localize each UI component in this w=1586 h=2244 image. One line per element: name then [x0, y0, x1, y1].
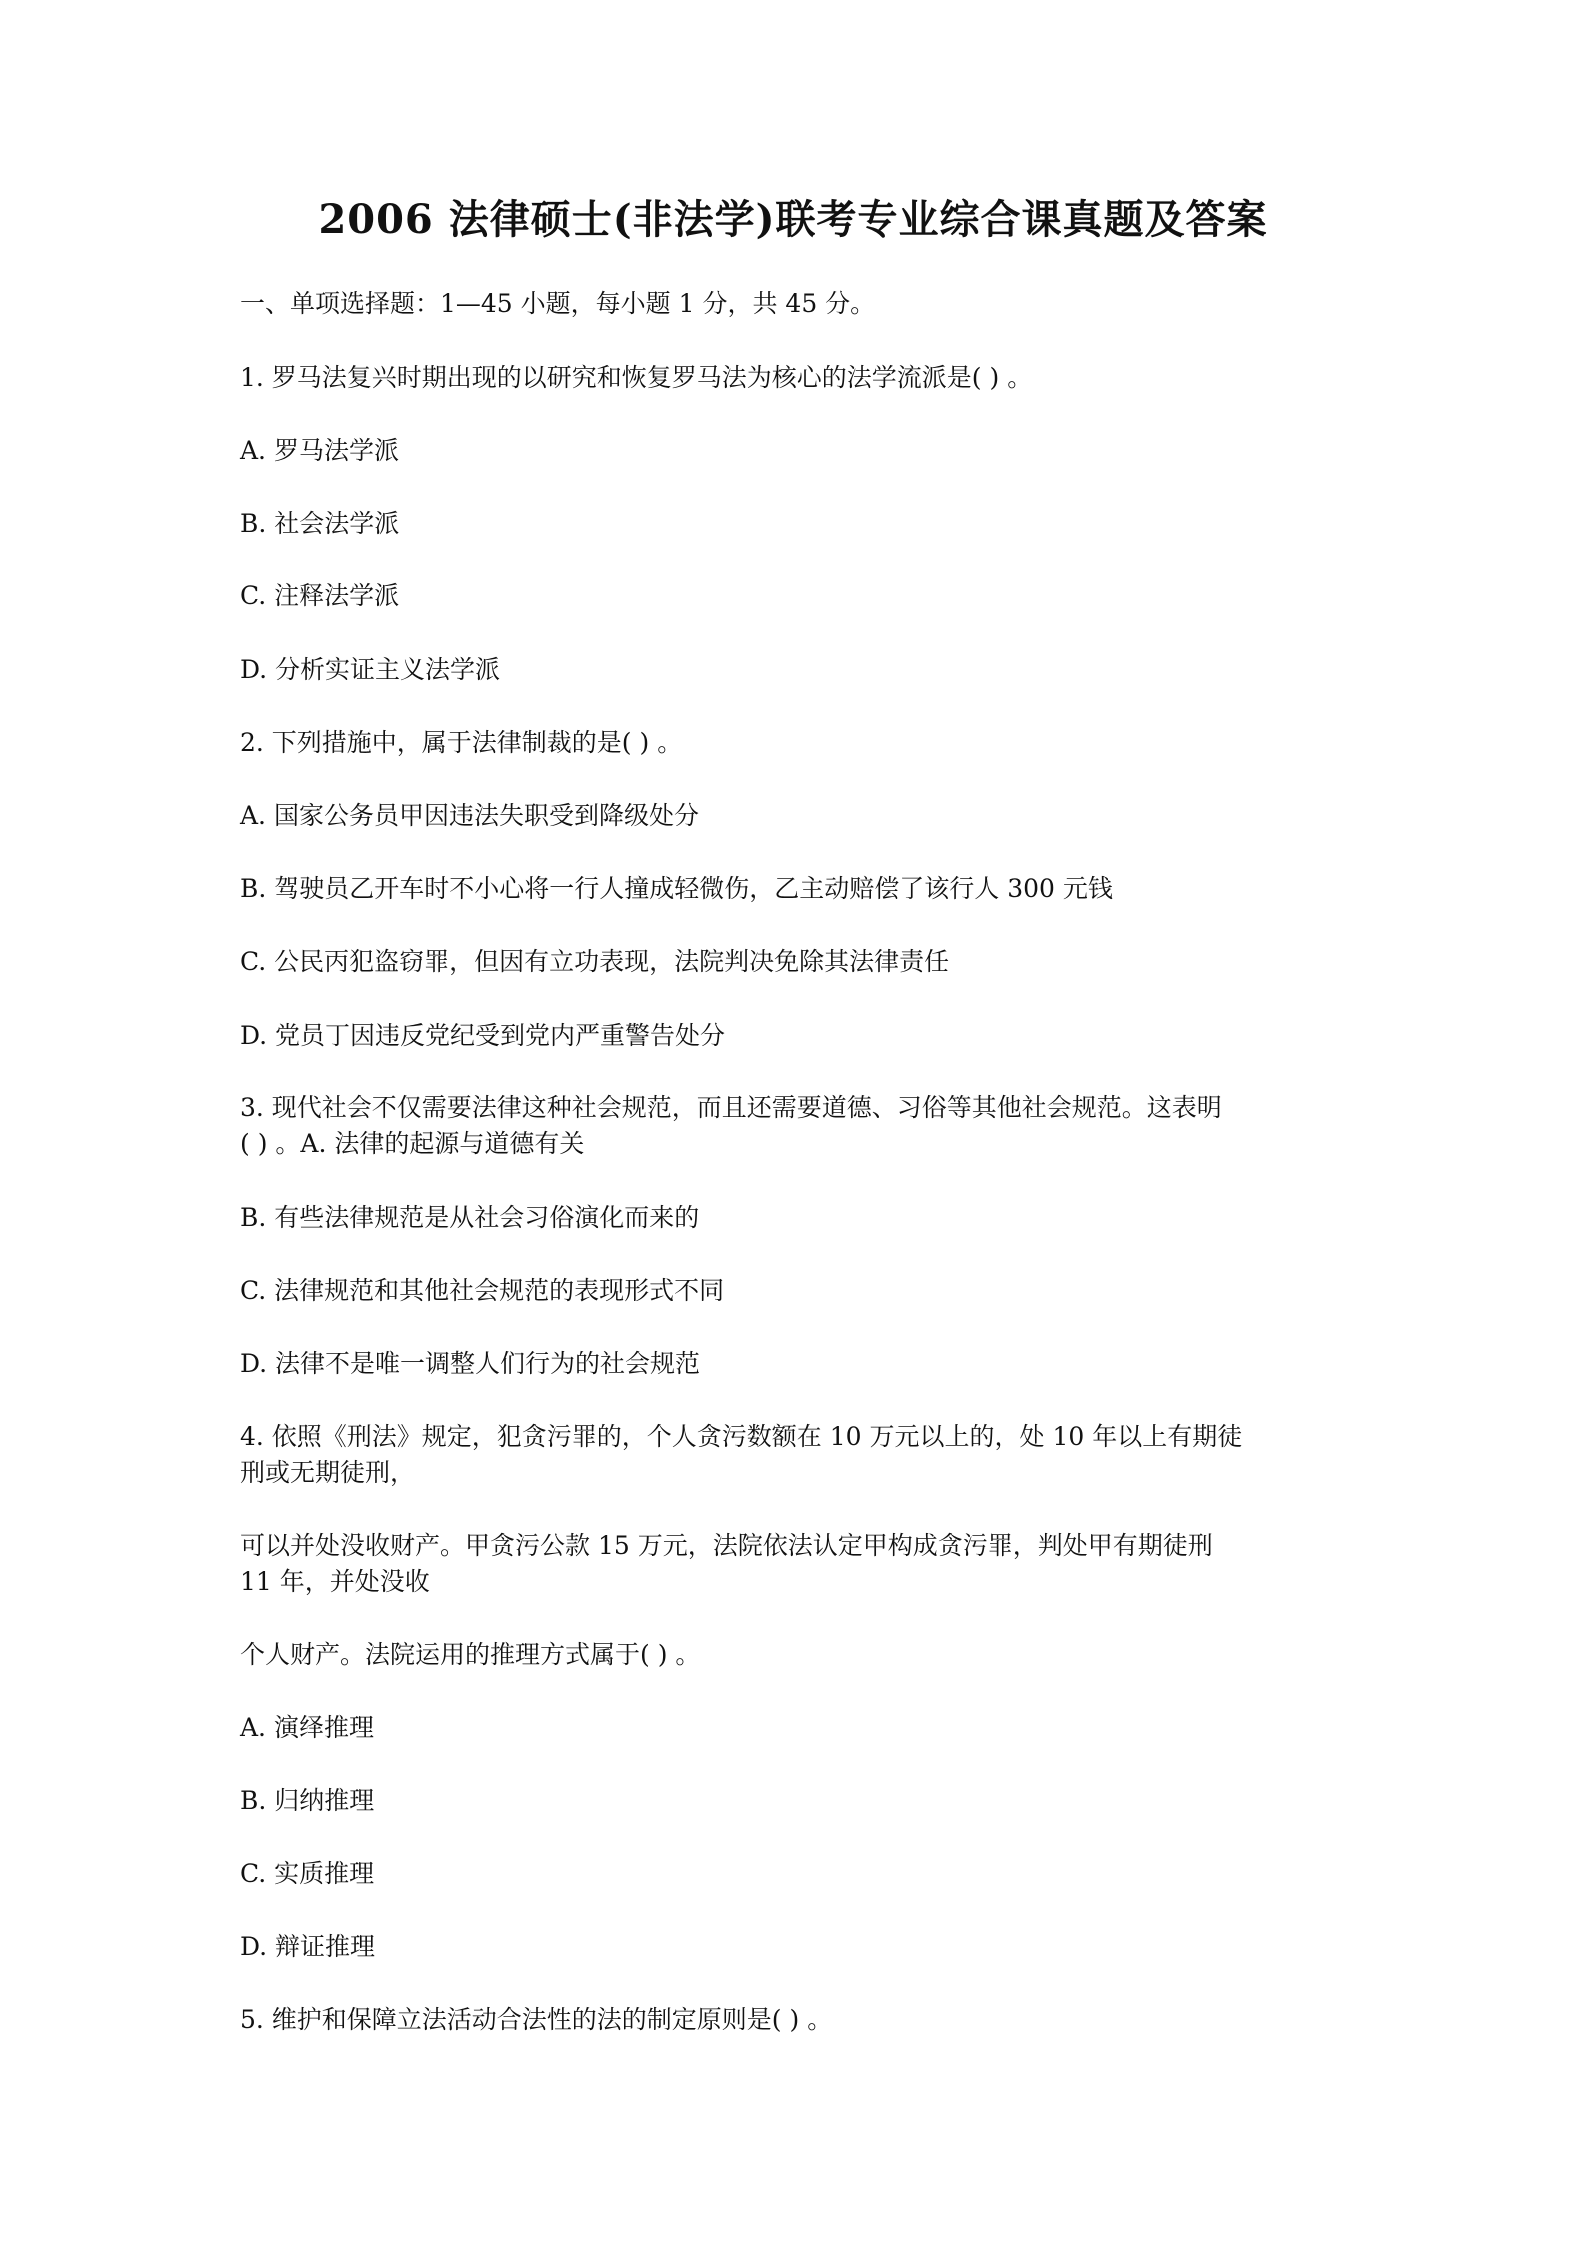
q4-option-b: B. 归纳推理 [240, 1786, 375, 1815]
q4-option-c: C. 实质推理 [240, 1859, 375, 1888]
q1-option-d: D. 分析实证主义法学派 [240, 655, 501, 684]
q1-option-b: B. 社会法学派 [240, 509, 400, 538]
q1-option-a: A. 罗马法学派 [240, 436, 399, 465]
q3-option-d: D. 法律不是唯一调整人们行为的社会规范 [240, 1349, 701, 1378]
question-1: 1. 罗马法复兴时期出现的以研究和恢复罗马法为核心的法学流派是( ) 。 [240, 363, 1033, 392]
q3-option-b: B. 有些法律规范是从社会习俗演化而来的 [240, 1203, 700, 1232]
question-4-line-2: 刑或无期徒刑， [240, 1458, 416, 1487]
q2-option-c: C. 公民丙犯盗窃罪，但因有立功表现，法院判决免除其法律责任 [240, 947, 950, 976]
question-4-line-4: 11 年，并处没收 [240, 1567, 430, 1596]
q3-option-c: C. 法律规范和其他社会规范的表现形式不同 [240, 1276, 725, 1305]
question-3-line-1: 3. 现代社会不仅需要法律这种社会规范，而且还需要道德、习俗等其他社会规范。这表明 [240, 1093, 1222, 1122]
question-4-line-5: 个人财产。法院运用的推理方式属于( ) 。 [240, 1640, 701, 1669]
question-4-line-1: 4. 依照《刑法》规定，犯贪污罪的，个人贪污数额在 10 万元以上的，处 10 年以上有期徒 [240, 1422, 1243, 1451]
section-heading: 一、单项选择题：1—45 小题，每小题 1 分，共 45 分。 [240, 289, 876, 318]
q2-option-a: A. 国家公务员甲因违法失职受到降级处分 [240, 801, 699, 830]
q1-option-c: C. 注释法学派 [240, 581, 400, 610]
q2-option-b: B. 驾驶员乙开车时不小心将一行人撞成轻微伤，乙主动赔偿了该行人 300 元钱 [240, 874, 1113, 903]
q4-option-d: D. 辩证推理 [240, 1932, 376, 1961]
question-5: 5. 维护和保障立法活动合法性的法的制定原则是( ) 。 [240, 2005, 833, 2034]
question-3-line-2: ( ) 。A. 法律的起源与道德有关 [240, 1129, 585, 1158]
q4-option-a: A. 演绎推理 [240, 1713, 374, 1742]
q2-option-d: D. 党员丁因违反党纪受到党内严重警告处分 [240, 1021, 726, 1050]
question-4-line-3: 可以并处没收财产。甲贪污公款 15 万元，法院依法认定甲构成贪污罪，判处甲有期徒刑 [240, 1531, 1213, 1560]
document-title: 2006 法律硕士(非法学)联考专业综合课真题及答案 [318, 196, 1268, 243]
question-2: 2. 下列措施中，属于法律制裁的是( ) 。 [240, 728, 683, 757]
